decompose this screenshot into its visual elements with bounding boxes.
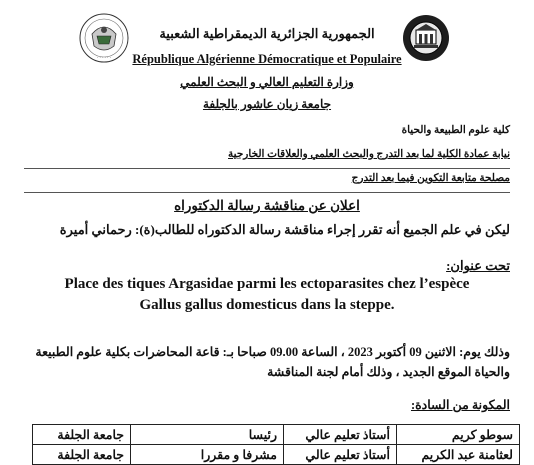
committee-table xyxy=(32,424,520,465)
ministry-title: وزارة التعليم العالي و البحث العلمي xyxy=(180,75,354,89)
member-role: رئيسا xyxy=(131,425,284,445)
member-name: لعثامنة عبد الكريم xyxy=(397,445,520,465)
thesis-title-line2: Gallus gallus domesticus dans la steppe. xyxy=(139,297,395,313)
defense-date-line2: والحياة الموقع الجديد ، وذلك أمام لجنة المناقشة xyxy=(267,365,510,379)
defense-date-line1: وذلك يوم: الاثنين 09 أكتوبر 2023 ، الساعة 09.00 صباحا بـ: قاعة المحاضرات بكلية علوم الطبيعة xyxy=(35,345,510,359)
thesis-label: تحت عنوان: xyxy=(446,258,510,273)
member-institution: جامعة الجلفة xyxy=(33,445,131,465)
announcement-title: اعلان عن مناقشة رسالة الدكتوراه xyxy=(174,198,360,213)
member-rank: أستاذ تعليم عالي xyxy=(284,425,397,445)
university-title: جامعة زيان عاشور بالجلفة xyxy=(202,97,332,111)
republic-title-fr: République Algérienne Démocratique et Populaire xyxy=(132,52,402,66)
republic-title-ar: الجمهورية الجزائرية الديمقراطية الشعبية xyxy=(159,26,375,41)
divider xyxy=(24,168,510,169)
member-rank: أستاذ تعليم عالي xyxy=(284,445,397,465)
service-name: مصلحة متابعة التكوين فيما بعد التدرج xyxy=(351,173,510,184)
thesis-title-line1: Place des tiques Argasidae parmi les ectoparasites chez l’espèce xyxy=(64,276,470,292)
member-role: مشرفا و مقررا xyxy=(131,445,284,465)
deanery-name: نيابة عمادة الكلية لما بعد التدرج والبحث العلمي والعلاقات الخارجية xyxy=(228,149,510,160)
member-name: سوطو كريم xyxy=(397,425,520,445)
announcement-intro: ليكن في علم الجميع أنه تقرر إجراء مناقشة رسالة الدكتوراه للطالب(ة): رحماني أميرة xyxy=(59,222,510,237)
member-institution: جامعة الجلفة xyxy=(33,425,131,445)
svg-text:· · · · · ·: · · · · · · xyxy=(97,55,111,60)
divider xyxy=(24,192,510,193)
faculty-name: كلية علوم الطبيعة والحياة xyxy=(401,125,510,136)
committee-label: المكونة من السادة: xyxy=(410,398,510,412)
table-row xyxy=(33,425,520,445)
